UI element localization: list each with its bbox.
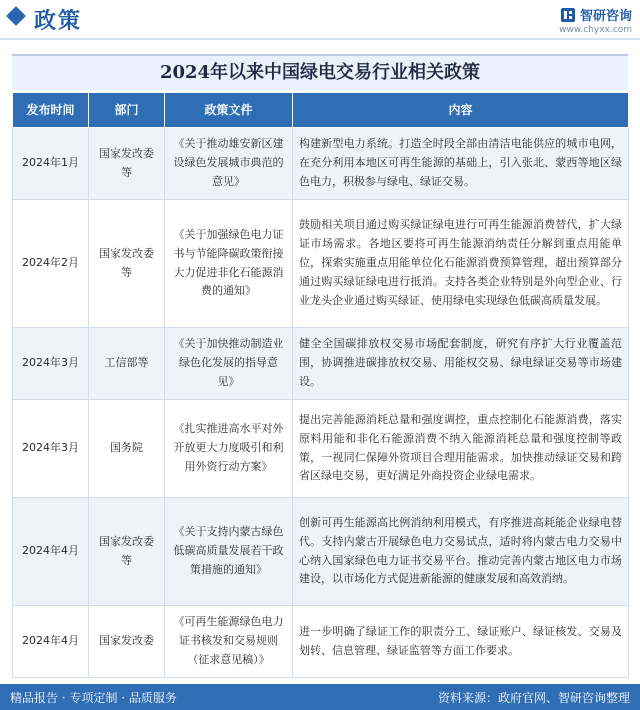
brand-name: 智研咨询 [579,9,632,24]
column-header-dept: 部门 [89,93,165,128]
header-divider [0,38,640,40]
cell-time: 2024年3月 [13,328,89,400]
table-row [13,400,629,498]
cell-dept: 国家发改委等 [89,128,165,200]
cell-doc: 《关于推动雄安新区建设绿色发展城市典范的意见》 [165,128,293,200]
top-bar [0,0,640,38]
cell-doc: 《可再生能源绿色电力证书核发和交易规则（征求意见稿）》 [165,606,293,678]
footer-source: 资料来源：政府官网、智研咨询整理 [437,691,630,705]
cell-content: 健全全国碳排放权交易市场配套制度，研究有序扩大行业覆盖范围，协调推进碳排放权交易、用能权交易、绿电绿证交易等市场建设。 [293,328,629,400]
cell-doc: 《扎实推进高水平对外开放更大力度吸引和利用外资行动方案》 [165,400,293,498]
table-row [13,200,629,328]
table-row [13,128,629,200]
cell-time: 2024年2月 [13,200,89,328]
cell-doc: 《关于加快推动制造业绿色化发展的指导意见》 [165,328,293,400]
cell-doc: 《关于支持内蒙古绿色低碳高质量发展若干政策措施的通知》 [165,498,293,606]
diamond-icon [6,6,26,26]
cell-time: 2024年4月 [13,606,89,678]
cell-time: 2024年3月 [13,400,89,498]
table-row [13,328,629,400]
column-header-time: 发布时间 [13,93,89,128]
cell-content: 创新可再生能源高比例消纳利用模式，有序推进高耗能企业绿电替代。支持内蒙古开展绿色电力交易试点，适时将内蒙古电力交易中心纳入国家绿色电力证书交易平台。推动完善内蒙古地区电力市场建设，以市场化方式促进新能源的健康发展和高效消纳。 [293,498,629,606]
cell-content: 鼓励相关项目通过购买绿证绿电进行可再生能源消费替代，扩大绿证市场需求。各地区要将可再生能源消纳责任分解到重点用能单位，探索实施重点用能单位化石能源消费预算管理，超出预算部分通过购买绿证绿电进行抵消。支持各类企业特别是外向型企业、行业龙头企业通过购买绿证、使用绿电实现绿色低碳高质量发展。 [293,200,629,328]
cell-dept: 国家发改委等 [89,200,165,328]
footer-slogan: 精品报告 · 专项定制 · 品质服务 [10,691,177,705]
column-header-content: 内容 [293,93,629,128]
section-title: 政策 [34,9,83,34]
footer-bar [0,684,640,710]
policy-table [12,92,629,678]
table-row [13,606,629,678]
table-title: 2024年以来中国绿电交易行业相关政策 [12,54,628,90]
cell-content: 进一步明确了绿证工作的职责分工、绿证账户、绿证核发、交易及划转、信息管理、绿证监管等方面工作要求。 [293,606,629,678]
cell-dept: 国务院 [89,400,165,498]
brand [559,4,632,35]
brand-url: www.chyxx.com [559,25,632,35]
cell-time: 2024年4月 [13,498,89,606]
cell-dept: 国家发改委等 [89,498,165,606]
cell-time: 2024年1月 [13,128,89,200]
table-row [13,498,629,606]
cell-doc: 《关于加强绿色电力证书与节能降碳政策衔接大力促进非化石能源消费的通知》 [165,200,293,328]
cell-content: 构建新型电力系统。打造全时段全部由清洁电能供应的城市电网，在充分利用本地区可再生能源的基础上，引入张北、蒙西等地区绿色电力，积极参与绿电、绿证交易。 [293,128,629,200]
cell-content: 提出完善能源消耗总量和强度调控，重点控制化石能源消费，落实原料用能和非化石能源消费不纳入能源消耗总量和强度控制等政策，一视同仁保障外资项目合理用能需求。加快推动绿证交易和跨省区绿电交易，更好满足外商投资企业绿电需求。 [293,400,629,498]
column-header-doc: 政策文件 [165,93,293,128]
cell-dept: 国家发改委 [89,606,165,678]
table-header-row [13,93,629,128]
zhiyan-logo-icon [560,7,576,23]
cell-dept: 工信部等 [89,328,165,400]
